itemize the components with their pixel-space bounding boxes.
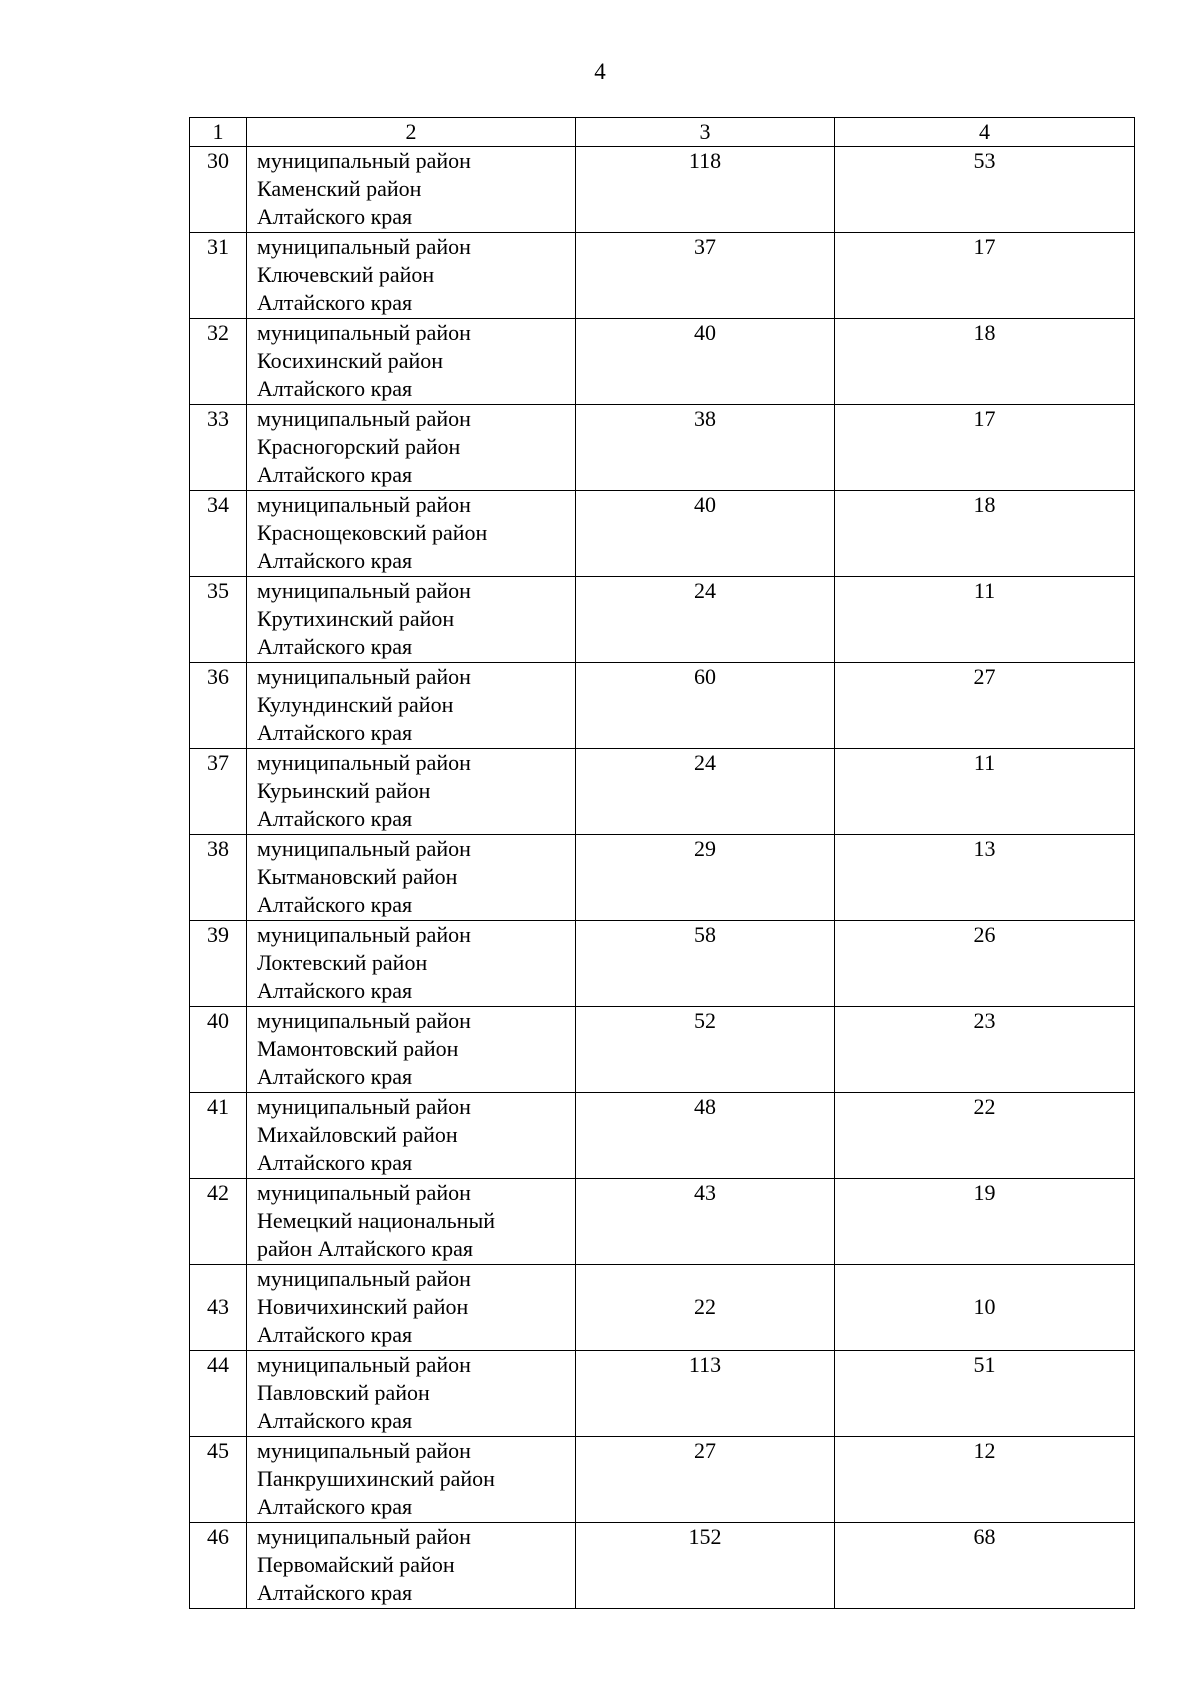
table-row (190, 319, 1135, 405)
table-row (190, 1007, 1135, 1093)
row-number: 30 (190, 147, 247, 233)
row-number: 34 (190, 491, 247, 577)
value-col-3: 29 (576, 835, 835, 921)
value-col-4: 53 (835, 147, 1135, 233)
data-table (189, 117, 1135, 1609)
table-row (190, 835, 1135, 921)
value-col-3: 38 (576, 405, 835, 491)
row-number: 44 (190, 1351, 247, 1437)
value-col-3: 113 (576, 1351, 835, 1437)
value-col-4: 23 (835, 1007, 1135, 1093)
value-col-3: 24 (576, 577, 835, 663)
value-col-3: 24 (576, 749, 835, 835)
table-row (190, 749, 1135, 835)
header-cell-3: 3 (576, 118, 835, 147)
municipality-name: муниципальный район Крутихинский район Алтайского края (247, 577, 576, 663)
value-col-4: 19 (835, 1179, 1135, 1265)
value-col-4: 18 (835, 319, 1135, 405)
table-row (190, 405, 1135, 491)
municipality-name: муниципальный район Локтевский район Алтайского края (247, 921, 576, 1007)
table-row (190, 233, 1135, 319)
municipality-name: муниципальный район Кулундинский район Алтайского края (247, 663, 576, 749)
value-col-4: 11 (835, 749, 1135, 835)
municipality-name: муниципальный район Каменский район Алтайского края (247, 147, 576, 233)
municipality-name: муниципальный район Краснощековский район Алтайского края (247, 491, 576, 577)
municipality-name: муниципальный район Курьинский район Алтайского края (247, 749, 576, 835)
table-row (190, 663, 1135, 749)
municipality-name: муниципальный район Красногорский район Алтайского края (247, 405, 576, 491)
value-col-4: 10 (835, 1265, 1135, 1351)
municipality-name: муниципальный район Михайловский район Алтайского края (247, 1093, 576, 1179)
value-col-3: 40 (576, 491, 835, 577)
value-col-3: 48 (576, 1093, 835, 1179)
municipality-name: муниципальный район Немецкий национальный район Алтайского края (247, 1179, 576, 1265)
table-row (190, 147, 1135, 233)
municipality-name: муниципальный район Павловский район Алтайского края (247, 1351, 576, 1437)
value-col-3: 27 (576, 1437, 835, 1523)
value-col-3: 40 (576, 319, 835, 405)
table-row (190, 1351, 1135, 1437)
row-number: 37 (190, 749, 247, 835)
header-row (190, 118, 1135, 147)
page-number: 4 (594, 59, 606, 84)
value-col-3: 37 (576, 233, 835, 319)
table-row (190, 1093, 1135, 1179)
row-number: 38 (190, 835, 247, 921)
value-col-4: 12 (835, 1437, 1135, 1523)
table-row (190, 921, 1135, 1007)
value-col-4: 68 (835, 1523, 1135, 1609)
value-col-3: 43 (576, 1179, 835, 1265)
value-col-3: 60 (576, 663, 835, 749)
table-row (190, 1437, 1135, 1523)
row-number: 41 (190, 1093, 247, 1179)
table-row (190, 1523, 1135, 1609)
municipality-name: муниципальный район Первомайский район Алтайского края (247, 1523, 576, 1609)
value-col-4: 22 (835, 1093, 1135, 1179)
municipality-name: муниципальный район Новичихинский район Алтайского края (247, 1265, 576, 1351)
row-number: 33 (190, 405, 247, 491)
municipality-name: муниципальный район Ключевский район Алтайского края (247, 233, 576, 319)
row-number: 35 (190, 577, 247, 663)
municipality-name: муниципальный район Кытмановский район Алтайского края (247, 835, 576, 921)
value-col-4: 11 (835, 577, 1135, 663)
header-cell-1: 1 (190, 118, 247, 147)
municipality-name: муниципальный район Панкрушихинский район Алтайского края (247, 1437, 576, 1523)
header-cell-4: 4 (835, 118, 1135, 147)
value-col-4: 13 (835, 835, 1135, 921)
table-row (190, 1179, 1135, 1265)
value-col-3: 118 (576, 147, 835, 233)
row-number: 43 (190, 1265, 247, 1351)
value-col-3: 58 (576, 921, 835, 1007)
table-row (190, 1265, 1135, 1351)
value-col-3: 22 (576, 1265, 835, 1351)
row-number: 40 (190, 1007, 247, 1093)
row-number: 45 (190, 1437, 247, 1523)
value-col-3: 152 (576, 1523, 835, 1609)
row-number: 39 (190, 921, 247, 1007)
value-col-4: 26 (835, 921, 1135, 1007)
municipality-name: муниципальный район Мамонтовский район Алтайского края (247, 1007, 576, 1093)
row-number: 46 (190, 1523, 247, 1609)
row-number: 36 (190, 663, 247, 749)
table-row (190, 577, 1135, 663)
value-col-4: 17 (835, 233, 1135, 319)
table-row (190, 491, 1135, 577)
value-col-4: 51 (835, 1351, 1135, 1437)
municipality-name: муниципальный район Косихинский район Алтайского края (247, 319, 576, 405)
value-col-4: 18 (835, 491, 1135, 577)
value-col-4: 27 (835, 663, 1135, 749)
header-cell-2: 2 (247, 118, 576, 147)
row-number: 31 (190, 233, 247, 319)
value-col-4: 17 (835, 405, 1135, 491)
row-number: 32 (190, 319, 247, 405)
value-col-3: 52 (576, 1007, 835, 1093)
row-number: 42 (190, 1179, 247, 1265)
